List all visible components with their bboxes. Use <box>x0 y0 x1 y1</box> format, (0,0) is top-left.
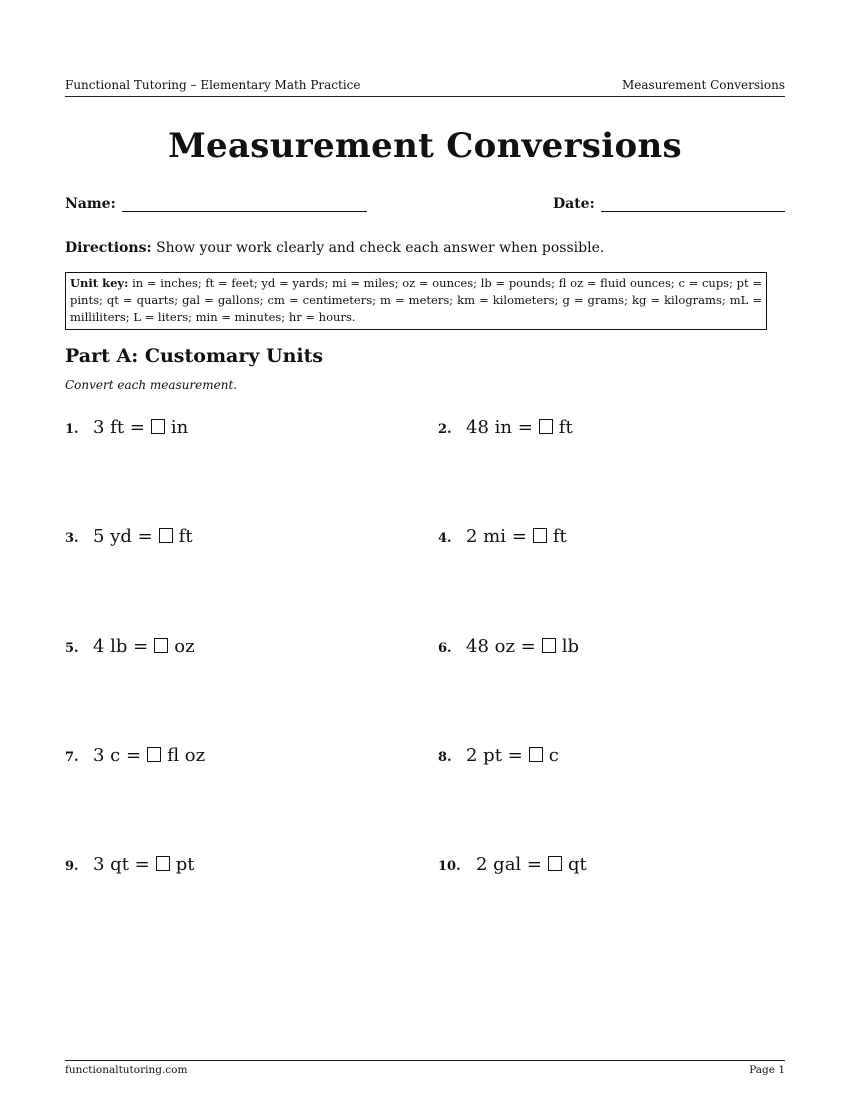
problem-number: 5. <box>65 641 79 656</box>
part-a-title: Part A: Customary Units <box>65 345 324 367</box>
problem-number: 8. <box>438 750 452 765</box>
answer-box[interactable] <box>529 747 543 762</box>
problem-7 <box>65 745 205 766</box>
problem-number: 7. <box>65 750 79 765</box>
problem-number: 3. <box>65 531 79 546</box>
name-line[interactable] <box>122 197 367 212</box>
footer-site: functionaltutoring.com <box>65 1064 188 1076</box>
answer-box[interactable] <box>154 638 168 653</box>
problem-left: 3 ft = <box>93 417 145 438</box>
problem-4 <box>438 526 567 547</box>
problem-6 <box>438 636 579 657</box>
answer-box[interactable] <box>156 856 170 871</box>
name-label: Name: <box>65 196 116 212</box>
problem-number: 6. <box>438 641 452 656</box>
problem-left: 2 mi = <box>466 526 527 547</box>
page-header <box>65 78 785 97</box>
problem-left: 3 qt = <box>93 854 150 875</box>
answer-box[interactable] <box>539 419 553 434</box>
problem-number: 4. <box>438 531 452 546</box>
answer-box[interactable] <box>151 419 165 434</box>
problem-number: 2. <box>438 422 452 437</box>
problem-unit: oz <box>174 636 195 657</box>
problem-number: 1. <box>65 422 79 437</box>
problem-3 <box>65 526 193 547</box>
answer-box[interactable] <box>542 638 556 653</box>
answer-box[interactable] <box>548 856 562 871</box>
problem-9 <box>65 854 195 875</box>
answer-box[interactable] <box>159 528 173 543</box>
page-title: Measurement Conversions <box>168 126 682 166</box>
problem-1 <box>65 417 188 438</box>
problem-unit: lb <box>561 636 580 657</box>
problem-left: 5 yd = <box>93 526 153 547</box>
directions-text: Show your work clearly and check each answer when possible. <box>156 240 605 256</box>
problem-unit: pt <box>175 854 195 875</box>
problem-5 <box>65 636 195 657</box>
header-right: Measurement Conversions <box>622 78 785 92</box>
page-footer <box>65 1060 785 1076</box>
problem-unit: ft <box>552 526 567 547</box>
directions <box>65 240 604 256</box>
problem-unit: ft <box>178 526 193 547</box>
date-label: Date: <box>553 196 595 212</box>
problem-left: 3 c = <box>93 745 142 766</box>
date-field[interactable] <box>553 196 785 212</box>
part-a-subtitle: Convert each measurement. <box>65 378 238 392</box>
answer-box[interactable] <box>533 528 547 543</box>
answer-box[interactable] <box>147 747 161 762</box>
problem-unit: c <box>548 745 559 766</box>
problem-unit: ft <box>558 417 573 438</box>
unit-key-text: in = inches; ft = feet; yd = yards; mi = miles; oz = ounces; lb = pounds; fl oz = fluid ounces; c = cups; pt = pints; qt = quarts; gal = gallons; cm = centimeters; m = meters; km = kilometers; g = grams; kg = kilograms; mL = milliliters; L = liters; min = minutes; hr = hours. <box>70 276 762 324</box>
directions-label: Directions: <box>65 240 152 256</box>
problem-left: 4 lb = <box>93 636 149 657</box>
unit-key-box <box>65 272 767 330</box>
problem-8 <box>438 745 559 766</box>
problem-number: 9. <box>65 859 79 874</box>
problem-10 <box>438 854 587 875</box>
problem-left: 48 oz = <box>466 636 536 657</box>
problem-left: 2 gal = <box>476 854 542 875</box>
problem-left: 2 pt = <box>466 745 523 766</box>
problem-2 <box>438 417 573 438</box>
header-left: Functional Tutoring – Elementary Math Practice <box>65 78 361 92</box>
name-field[interactable] <box>65 196 367 212</box>
problem-number: 10. <box>438 859 461 874</box>
footer-page-number: Page 1 <box>749 1064 785 1076</box>
date-line[interactable] <box>601 197 785 212</box>
problem-unit: qt <box>568 854 587 875</box>
unit-key-label: Unit key: <box>70 276 129 290</box>
problem-unit: in <box>170 417 189 438</box>
problem-left: 48 in = <box>466 417 533 438</box>
problem-unit: fl oz <box>167 745 206 766</box>
